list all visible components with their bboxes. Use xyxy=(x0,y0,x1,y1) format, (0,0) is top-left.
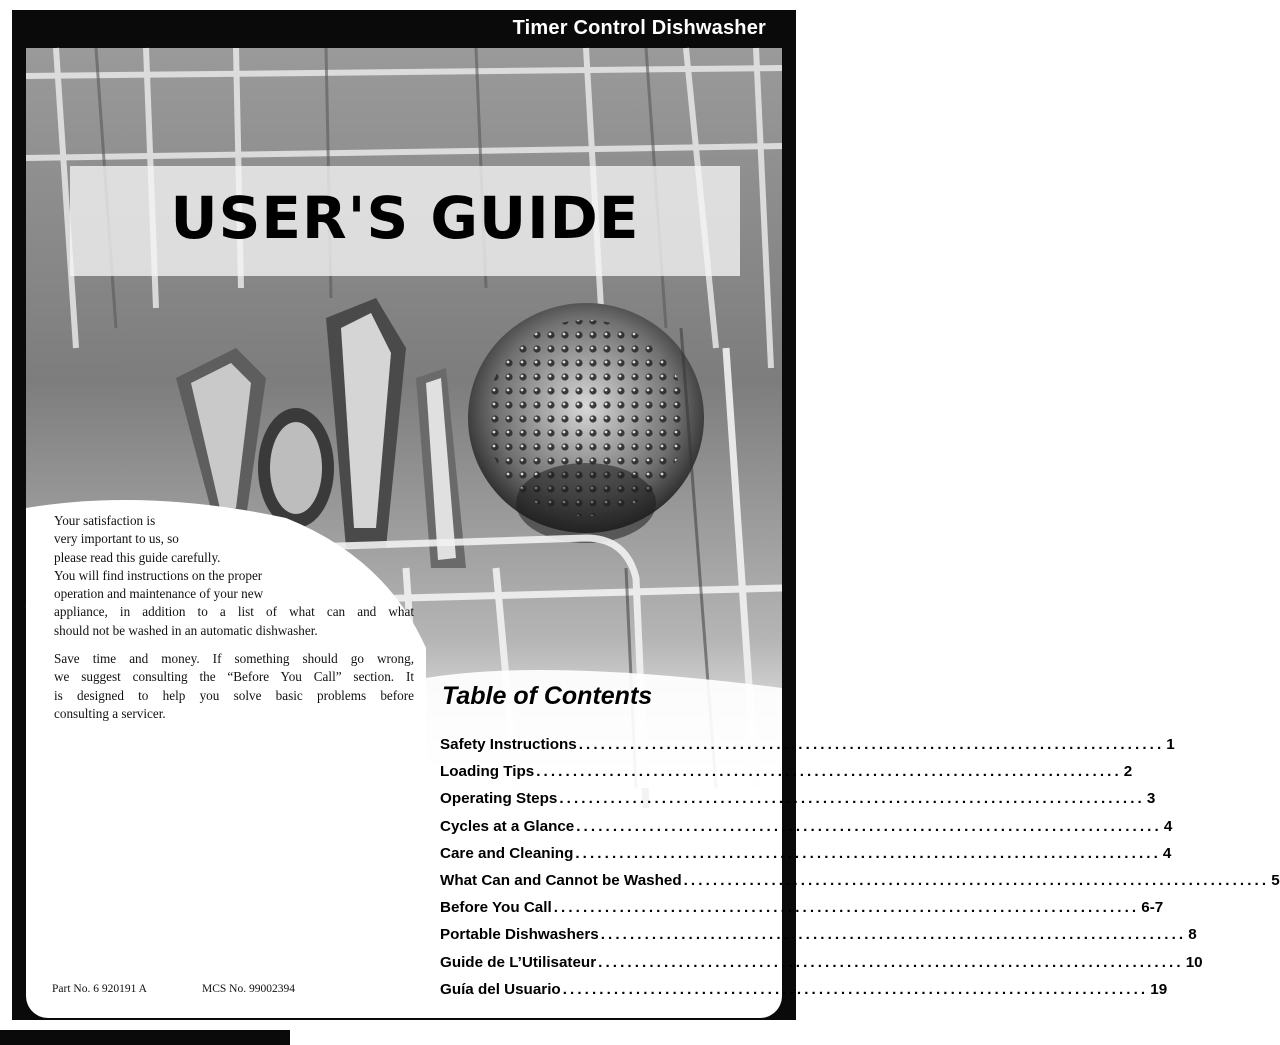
toc-label: Care and Cleaning xyxy=(440,844,574,862)
toc-label: Guide de L’Utilisateur xyxy=(440,953,597,971)
intro-line: is designed to help you solve basic problems before xyxy=(54,687,414,703)
toc-label: Before You Call xyxy=(440,899,552,917)
toc-item-safety-instructions[interactable]: Safety Instructions ................................................................................ 1 xyxy=(440,736,1175,753)
toc-item-operating-steps[interactable]: Operating Steps ................................................................................ 3 xyxy=(440,790,1156,808)
intro-line: You will find instructions on the proper xyxy=(54,567,263,583)
intro-line: very important to us, so xyxy=(54,531,179,547)
toc-page: 4 xyxy=(1163,817,1173,835)
toc-page: 19 xyxy=(1150,980,1168,998)
toc-item-guide-de-lutilisateur[interactable]: Guide de L’Utilisateur ................................................................................ 10 xyxy=(440,953,1203,971)
toc-item-care-and-cleaning[interactable]: Care and Cleaning ................................................................................ 4 xyxy=(440,844,1172,862)
toc-label: Guía del Usuario xyxy=(440,980,561,998)
intro-paragraph-2 xyxy=(54,650,414,723)
toc-label: Safety Instructions xyxy=(440,736,577,753)
toc-item-before-you-call[interactable]: Before You Call ................................................................................ 6-7 xyxy=(440,899,1164,917)
intro-text xyxy=(54,512,414,733)
cover-panel xyxy=(26,48,1280,1018)
header-title: Timer Control Dishwasher xyxy=(512,17,766,39)
toc-page: 3 xyxy=(1146,790,1156,808)
bottom-bar xyxy=(0,1030,290,1045)
toc-page: 8 xyxy=(1188,926,1197,944)
intro-line: should not be washed in an automatic dishwasher. xyxy=(54,622,318,638)
toc-label: Loading Tips xyxy=(440,763,535,781)
title-band xyxy=(70,166,740,276)
intro-line: operation and maintenance of your new xyxy=(54,586,264,602)
toc-page: 2 xyxy=(1123,763,1133,781)
toc-item-portable-dishwashers[interactable]: Portable Dishwashers ................................................................................ 8 xyxy=(440,926,1197,944)
intro-line: Your satisfaction is xyxy=(54,513,156,528)
toc-page: 4 xyxy=(1162,844,1172,862)
toc-item-what-can-be-washed[interactable]: What Can and Cannot be Washed ................................................................................ 5 xyxy=(440,871,1280,889)
toc-item-cycles-at-a-glance[interactable]: Cycles at a Glance ................................................................................ 4 xyxy=(440,817,1173,835)
users-guide-title: USER'S GUIDE xyxy=(170,184,640,252)
intro-line: consulting a servicer. xyxy=(54,705,166,721)
toc-label: Cycles at a Glance xyxy=(440,817,575,835)
table-of-contents xyxy=(440,736,1280,1008)
toc-label: Operating Steps xyxy=(440,790,558,808)
toc-page: 6-7 xyxy=(1141,899,1164,917)
intro-line: we suggest consulting the “Before You Call” section. It xyxy=(54,669,414,685)
intro-line: appliance, in addition to a list of what can and what xyxy=(54,604,414,620)
toc-page: 1 xyxy=(1166,736,1175,753)
mcs-number: MCS No. 99002394 xyxy=(202,983,295,995)
intro-paragraph-1 xyxy=(54,512,414,640)
toc-label: Portable Dishwashers xyxy=(440,926,599,944)
intro-line: Save time and money. If something should go wrong, xyxy=(54,651,414,667)
toc-item-guia-del-usuario[interactable]: Guía del Usuario ................................................................................ 19 xyxy=(440,980,1168,998)
header-bar xyxy=(12,10,796,48)
toc-page: 10 xyxy=(1185,953,1203,971)
toc-label: What Can and Cannot be Washed xyxy=(440,871,682,889)
intro-line: please read this guide carefully. xyxy=(54,549,221,565)
part-number: Part No. 6 920191 A xyxy=(52,983,147,995)
toc-page: 5 xyxy=(1271,871,1280,889)
toc-item-loading-tips[interactable]: Loading Tips ................................................................................ 2 xyxy=(440,763,1133,781)
toc-heading: Table of Contents xyxy=(442,682,653,710)
